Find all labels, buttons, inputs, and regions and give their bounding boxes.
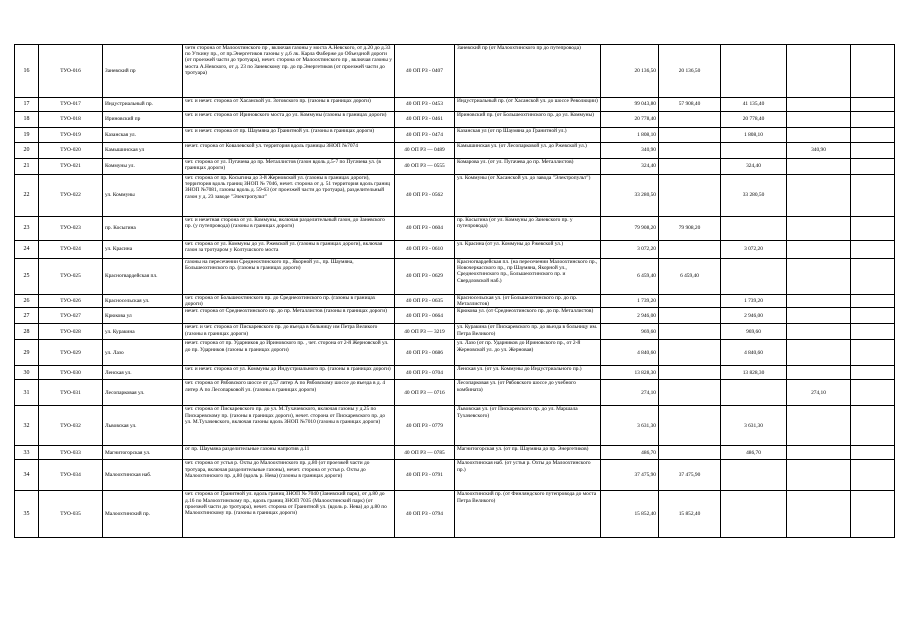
total-area: 79 908,20: [601, 217, 659, 241]
street-name: пр. Косыгина: [103, 217, 183, 241]
registry-number: 40 ОП РЗ - 0779: [395, 406, 455, 446]
street-name: Львовская ул.: [103, 406, 183, 446]
area-column-2: 2 946,00: [721, 308, 787, 324]
object-code: ТУО-030: [39, 366, 103, 380]
area-description: чет. сторона от Большеохтинского пр. до Среднеохтинского пр. (газоны в границах дороги): [183, 295, 395, 308]
row-number: 22: [15, 175, 39, 217]
road-section: Магнитогорская ул. (от пр. Шаумяна до пр. Энергетиков): [455, 446, 601, 460]
table-body: [15, 45, 895, 538]
table-row: [15, 45, 895, 98]
object-code: ТУО-026: [39, 295, 103, 308]
area-column-3: 274,10: [787, 380, 851, 406]
registry-number: 40 ОП РЗ - 0474: [395, 128, 455, 143]
area-column-4: [851, 380, 895, 406]
road-section: Малоохтинский пр. (от Финляндского путепровода до моста Петра Великого): [455, 491, 601, 538]
road-section: Индустриальный пр. (от Хасанской ул. до шоссе Революции): [455, 98, 601, 112]
area-column-2: 969,60: [721, 324, 787, 340]
area-column-4: [851, 324, 895, 340]
row-number: 17: [15, 98, 39, 112]
registry-number: 40 ОП РЗ - 0562: [395, 175, 455, 217]
area-description: от пр. Шаумяна разделительные газоны напротив д.11: [183, 446, 395, 460]
row-number: 31: [15, 380, 39, 406]
area-column-4: [851, 143, 895, 159]
registry-number: 40 ОП РЗ - 0407: [395, 45, 455, 98]
area-column-4: [851, 159, 895, 175]
row-number: 32: [15, 406, 39, 446]
area-description: чет. сторона от Гранитной ул. вдоль границ ЗНОП № 7040 (Заневский парк), от д.80 до д.16 по Малоохтинскому пр., вдоль границ ЗНОП 7035 (Малоохтинский парк) (от проезжей части до тротуара), нечет. сторона от Гранитной ул. (вдоль р. Нева) до д.80 по Малоохтинскому пр. (газоны в границах дороги): [183, 491, 395, 538]
road-section: Ириновский пр. (от Большеохтинского пр. до ул. Коммуны): [455, 112, 601, 128]
object-code: ТУО-020: [39, 143, 103, 159]
road-section: ул. Куракина (от Пискаревского пр. до въезда в больницу им. Петра Великого): [455, 324, 601, 340]
road-section: ул. Коммуны (от Хасанской ул. до завода "Электропульт"): [455, 175, 601, 217]
area-column-3: [787, 217, 851, 241]
street-name: Малоохтинская наб.: [103, 460, 183, 491]
table-row: [15, 98, 895, 112]
area-column-3: [787, 112, 851, 128]
area-column-2: 1 808,10: [721, 128, 787, 143]
table-row: [15, 259, 895, 295]
area-column-3: [787, 491, 851, 538]
table-row: [15, 406, 895, 446]
table-row: [15, 308, 895, 324]
registry-number: 40 ОП РЗ - 0610: [395, 241, 455, 259]
street-name: Ириновский пр: [103, 112, 183, 128]
area-column-4: [851, 460, 895, 491]
table-row: [15, 241, 895, 259]
area-column-4: [851, 45, 895, 98]
table-row: [15, 366, 895, 380]
registry-number: 40 ОП РЗ — 0785: [395, 446, 455, 460]
register-table: [14, 44, 895, 538]
area-column-2: 1 739,20: [721, 295, 787, 308]
registry-number: 40 ОП РЗ - 0461: [395, 112, 455, 128]
street-name: ул. Куракина: [103, 324, 183, 340]
area-column-2: 20 778,40: [721, 112, 787, 128]
street-name: Ленская ул.: [103, 366, 183, 380]
area-column-2: 4 840,60: [721, 340, 787, 366]
total-area: 3 072,20: [601, 241, 659, 259]
object-code: ТУО-017: [39, 98, 103, 112]
row-number: 16: [15, 45, 39, 98]
registry-number: 40 ОП РЗ — 3219: [395, 324, 455, 340]
area-column-4: [851, 295, 895, 308]
area-description: четн сторона от Малоохтинского пр , включая газоны у моста А.Невского, от д.20 до д.33 по Уткину пр., от пр.Энергетиков газоны у д.6 лк. Карла Фаберже до Объездной дороги (от проезжей части до тротуара), нечет. сторона от Малоохтинского пр , включая газоны у моста А.Невского, от д. 23 по Заневскому пр. до пр.Энергетиков (от проезжей части до тротуара): [183, 45, 395, 98]
registry-number: 40 ОП РЗ - 0664: [395, 308, 455, 324]
area-column-3: [787, 175, 851, 217]
area-column-1: [659, 380, 721, 406]
area-column-1: [659, 340, 721, 366]
row-number: 34: [15, 460, 39, 491]
table-row: [15, 324, 895, 340]
area-column-4: [851, 217, 895, 241]
area-column-1: [659, 324, 721, 340]
area-column-4: [851, 128, 895, 143]
object-code: ТУО-018: [39, 112, 103, 128]
area-column-1: [659, 366, 721, 380]
object-code: ТУО-034: [39, 460, 103, 491]
area-column-3: [787, 241, 851, 259]
row-number: 18: [15, 112, 39, 128]
area-description: чет. и нечет. сторона от пр. Шаумяна до Гранитной ул. (газоны в границах дороги): [183, 128, 395, 143]
registry-number: 40 ОП РЗ - 0635: [395, 295, 455, 308]
street-name: Камышинская ул: [103, 143, 183, 159]
total-area: 20 136,50: [601, 45, 659, 98]
row-number: 29: [15, 340, 39, 366]
total-area: 99 043,80: [601, 98, 659, 112]
area-column-2: [721, 45, 787, 98]
area-column-4: [851, 98, 895, 112]
table-row: [15, 295, 895, 308]
area-column-2: 3 072,20: [721, 241, 787, 259]
area-column-1: [659, 308, 721, 324]
object-code: ТУО-032: [39, 406, 103, 446]
area-column-1: [659, 241, 721, 259]
total-area: 1 739,20: [601, 295, 659, 308]
area-description: чет. сторона от пр. Косыгина до 3-й Жерновской ул. (газоны в границах дороги), территория вдоль границ ЗНОП № 7046, нечет. сторона от д. 51 территория вдоль границ ЗНОП №7081, газоны вдоль д. 59-63 (от проезжей части до тротуара), разделительный газон у д. 23 заводе "Электропульт": [183, 175, 395, 217]
area-column-1: 79 908,20: [659, 217, 721, 241]
area-description: нечет. сторона от Ковалевской ул. территория вдоль границы ЗНОП №7074: [183, 143, 395, 159]
area-column-3: [787, 295, 851, 308]
area-description: чет. сторона от Рябовского шоссе от д.57 литер А по Рябовскому шоссе до въезда в д. 4 литер А по Лесопарковой ул. (газоны в границах дороги): [183, 380, 395, 406]
object-code: ТУО-025: [39, 259, 103, 295]
total-area: 15 852,40: [601, 491, 659, 538]
area-column-3: [787, 98, 851, 112]
area-column-1: 20 136,50: [659, 45, 721, 98]
area-column-2: 486,70: [721, 446, 787, 460]
area-column-4: [851, 308, 895, 324]
area-column-1: 15 852,40: [659, 491, 721, 538]
row-number: 20: [15, 143, 39, 159]
road-section: Комарова ул. (от ул. Пугачева до пр. Металлистов): [455, 159, 601, 175]
total-area: 6 459,40: [601, 259, 659, 295]
road-section: Лесопарковая ул. (от Рябовского шоссе до учебного комбината): [455, 380, 601, 406]
total-area: 13 828,30: [601, 366, 659, 380]
object-code: ТУО-016: [39, 45, 103, 98]
street-name: Красносельская ул.: [103, 295, 183, 308]
total-area: 33 280,50: [601, 175, 659, 217]
road-section: Красногвардейская пл. (на пересечении Малоохтинского пр., Новочеркасского пр., пр Шаумяна, Якорной ул., Среднеохтинского пр., Большеохтинского пр. и Свердловской наб.): [455, 259, 601, 295]
area-description: нечет. и чет. сторона от Пискаревского пр. до въезда в больницу им Петра Великого (газоны в границах дороги): [183, 324, 395, 340]
table-row: [15, 340, 895, 366]
area-column-2: 33 280,50: [721, 175, 787, 217]
area-column-2: 41 135,40: [721, 98, 787, 112]
table-row: [15, 128, 895, 143]
road-section: Казанская ул (от пр Шаумяна до Гранитной ул.): [455, 128, 601, 143]
road-section: ул. Лазо (от пр. Ударников до Ириновского пр., от 2-й Жерновской ул. до ул. Жерновая): [455, 340, 601, 366]
street-name: Лесопарковая ул.: [103, 380, 183, 406]
street-name: Красногвардейская пл.: [103, 259, 183, 295]
street-name: Малоохтинский пр.: [103, 491, 183, 538]
road-section: Малоохтинская наб. (от устья р. Охты до Малоохтинского пр.): [455, 460, 601, 491]
area-column-2: [721, 460, 787, 491]
area-column-1: 37 475,90: [659, 460, 721, 491]
row-number: 35: [15, 491, 39, 538]
registry-number: 40 ОП РЗ - 0629: [395, 259, 455, 295]
area-column-2: [721, 491, 787, 538]
street-name: Крюкова ул: [103, 308, 183, 324]
row-number: 33: [15, 446, 39, 460]
row-number: 28: [15, 324, 39, 340]
object-code: ТУО-035: [39, 491, 103, 538]
table-row: [15, 446, 895, 460]
object-code: ТУО-029: [39, 340, 103, 366]
area-column-3: [787, 45, 851, 98]
street-name: Магнитогорская ул.: [103, 446, 183, 460]
registry-number: 40 ОП РЗ - 0791: [395, 460, 455, 491]
table-row: [15, 175, 895, 217]
area-column-3: [787, 340, 851, 366]
area-description: нечет. сторона от Среднеохтинского пр. до пр. Металлистов (газоны в границах дороги): [183, 308, 395, 324]
road-section: Заневский пр (от Малоохтинского пр до путепровода): [455, 45, 601, 98]
area-description: чет. сторона от Пискаревского пр. до ул. М.Тухачевского, включая газоны у д.25 по Пискаревскому пр. (газоны в границах дороги), нечет. сторона от Пискаревского пр. до ул. М.Тухачевского, включая газоны вдоль ЗНОП №7010 (газоны в границах дороги): [183, 406, 395, 446]
total-area: 37 475,90: [601, 460, 659, 491]
registry-number: 40 ОП РЗ - 0686: [395, 340, 455, 366]
area-column-4: [851, 241, 895, 259]
registry-number: 40 ОП РЗ — 0489: [395, 143, 455, 159]
area-column-2: 13 828,30: [721, 366, 787, 380]
street-name: Казанская ул.: [103, 128, 183, 143]
table-row: [15, 217, 895, 241]
street-name: ул. Коммуны: [103, 175, 183, 217]
area-description: чет. и нечет. сторона от ул. Коммуны до Индустриального пр. (газоны в границах дороги): [183, 366, 395, 380]
area-description: чет. и нечетная сторона от ул. Коммуны, включая разделительный газон, до Заневского пр. (у путепровода) (газоны в границах дороги): [183, 217, 395, 241]
area-description: чет. и нечет. сторона от Хасанской ул. Зотовского пр. (газоны в границах дороги): [183, 98, 395, 112]
area-column-2: 324,40: [721, 159, 787, 175]
area-column-3: [787, 446, 851, 460]
area-column-4: [851, 340, 895, 366]
area-column-4: [851, 259, 895, 295]
object-code: ТУО-019: [39, 128, 103, 143]
registry-number: 40 ОП РЗ — 0716: [395, 380, 455, 406]
area-column-1: [659, 406, 721, 446]
object-code: ТУО-022: [39, 175, 103, 217]
area-column-4: [851, 446, 895, 460]
total-area: 340,90: [601, 143, 659, 159]
area-column-3: [787, 324, 851, 340]
area-column-1: [659, 159, 721, 175]
road-section: Красносельская ул. (от Большеохтинского пр. до пр. Металлистов): [455, 295, 601, 308]
table-row: [15, 143, 895, 159]
area-column-4: [851, 406, 895, 446]
street-name: ул. Красина: [103, 241, 183, 259]
registry-number: 40 ОП РЗ - 0794: [395, 491, 455, 538]
area-column-1: [659, 446, 721, 460]
road-section: Крюкова ул. (от Среднеохтинского пр. до пр. Металлистов): [455, 308, 601, 324]
total-area: 324,40: [601, 159, 659, 175]
area-column-3: [787, 366, 851, 380]
registry-number: 40 ОП РЗ - 0604: [395, 217, 455, 241]
road-section: ул. Красина (от ул. Коммуны до Ржевской ул.): [455, 241, 601, 259]
area-column-2: 3 631,30: [721, 406, 787, 446]
area-column-2: [721, 259, 787, 295]
object-code: ТУО-028: [39, 324, 103, 340]
row-number: 24: [15, 241, 39, 259]
table-row: [15, 159, 895, 175]
area-description: чет. сторона от ул. Коммуны до ул. Ржевской ул. (газоны в границах дороги), включая газон за тротуаром у Колтушского моста: [183, 241, 395, 259]
area-column-3: [787, 406, 851, 446]
total-area: 3 631,30: [601, 406, 659, 446]
total-area: 4 840,60: [601, 340, 659, 366]
object-code: ТУО-021: [39, 159, 103, 175]
total-area: 20 778,40: [601, 112, 659, 128]
total-area: 1 808,10: [601, 128, 659, 143]
area-column-3: [787, 308, 851, 324]
row-number: 26: [15, 295, 39, 308]
area-description: чет. сторона от устья р. Охты до Малоохтинского пр. д.80 (от проезжей части до тротуара, включая разделительные газоны), нечет. сторона от устья р. Охты до Малоохтинского пр. д.80 (вдоль р. Нева) (газоны в границах дороги): [183, 460, 395, 491]
registry-number: 40 ОП РЗ — 0555: [395, 159, 455, 175]
area-column-2: [721, 143, 787, 159]
street-name: ул. Лазо: [103, 340, 183, 366]
object-code: ТУО-027: [39, 308, 103, 324]
registry-number: 40 ОП РЗ - 0453: [395, 98, 455, 112]
table-row: [15, 112, 895, 128]
row-number: 25: [15, 259, 39, 295]
table-row: [15, 491, 895, 538]
area-column-1: [659, 143, 721, 159]
area-description: нечет. сторона от пр. Ударников до Ириновского пр. , чет. сторона от 2-й Жерновской ул. до пр. Ударников (газоны в границах дороги): [183, 340, 395, 366]
road-section: пр. Косыгина (от ул. Коммуны до Заневского пр. у путепровода): [455, 217, 601, 241]
area-column-3: [787, 259, 851, 295]
area-column-1: [659, 112, 721, 128]
area-column-1: [659, 175, 721, 217]
total-area: 486,70: [601, 446, 659, 460]
area-column-3: [787, 460, 851, 491]
area-column-4: [851, 491, 895, 538]
road-section: Камышинская ул. (от Лесопарковой ул. до Ржевской ул.): [455, 143, 601, 159]
area-column-1: 6 459,40: [659, 259, 721, 295]
area-column-1: 57 908,40: [659, 98, 721, 112]
street-name: Индустриальный пр.: [103, 98, 183, 112]
road-section: Львовская ул. (от Пискаревского пр. до ул. Маршала Тухачевского): [455, 406, 601, 446]
area-description: газоны на пересечении Среднеохтинского пр., Якорной ул., пр. Шаумяна, Большеохтинского пр. (газоны в границах дороги): [183, 259, 395, 295]
row-number: 19: [15, 128, 39, 143]
total-area: 274,10: [601, 380, 659, 406]
row-number: 30: [15, 366, 39, 380]
area-column-2: [721, 217, 787, 241]
area-column-2: [721, 380, 787, 406]
row-number: 27: [15, 308, 39, 324]
row-number: 21: [15, 159, 39, 175]
area-description: чет. сторона от ул. Пугачева до пр. Металлистов (газон вдоль д.5-7 по Пугачева ул. (в границах дороги): [183, 159, 395, 175]
total-area: 2 946,00: [601, 308, 659, 324]
total-area: 969,60: [601, 324, 659, 340]
object-code: ТУО-024: [39, 241, 103, 259]
area-column-3: [787, 159, 851, 175]
object-code: ТУО-023: [39, 217, 103, 241]
table-row: [15, 380, 895, 406]
area-description: чет. и нечет. сторона от Ириновского моста до ул. Коммуны (газоны в границах дороги): [183, 112, 395, 128]
area-column-1: [659, 295, 721, 308]
registry-number: 40 ОП РЗ - 0704: [395, 366, 455, 380]
area-column-4: [851, 112, 895, 128]
road-section: Ленская ул. (от ул. Коммуны до Индустриального пр.): [455, 366, 601, 380]
object-code: ТУО-031: [39, 380, 103, 406]
street-name: Заневский пр: [103, 45, 183, 98]
table-row: [15, 460, 895, 491]
area-column-3: 340,90: [787, 143, 851, 159]
row-number: 23: [15, 217, 39, 241]
area-column-1: [659, 128, 721, 143]
area-column-3: [787, 128, 851, 143]
object-code: ТУО-033: [39, 446, 103, 460]
area-column-4: [851, 175, 895, 217]
street-name: Коммуны ул.: [103, 159, 183, 175]
area-column-4: [851, 366, 895, 380]
